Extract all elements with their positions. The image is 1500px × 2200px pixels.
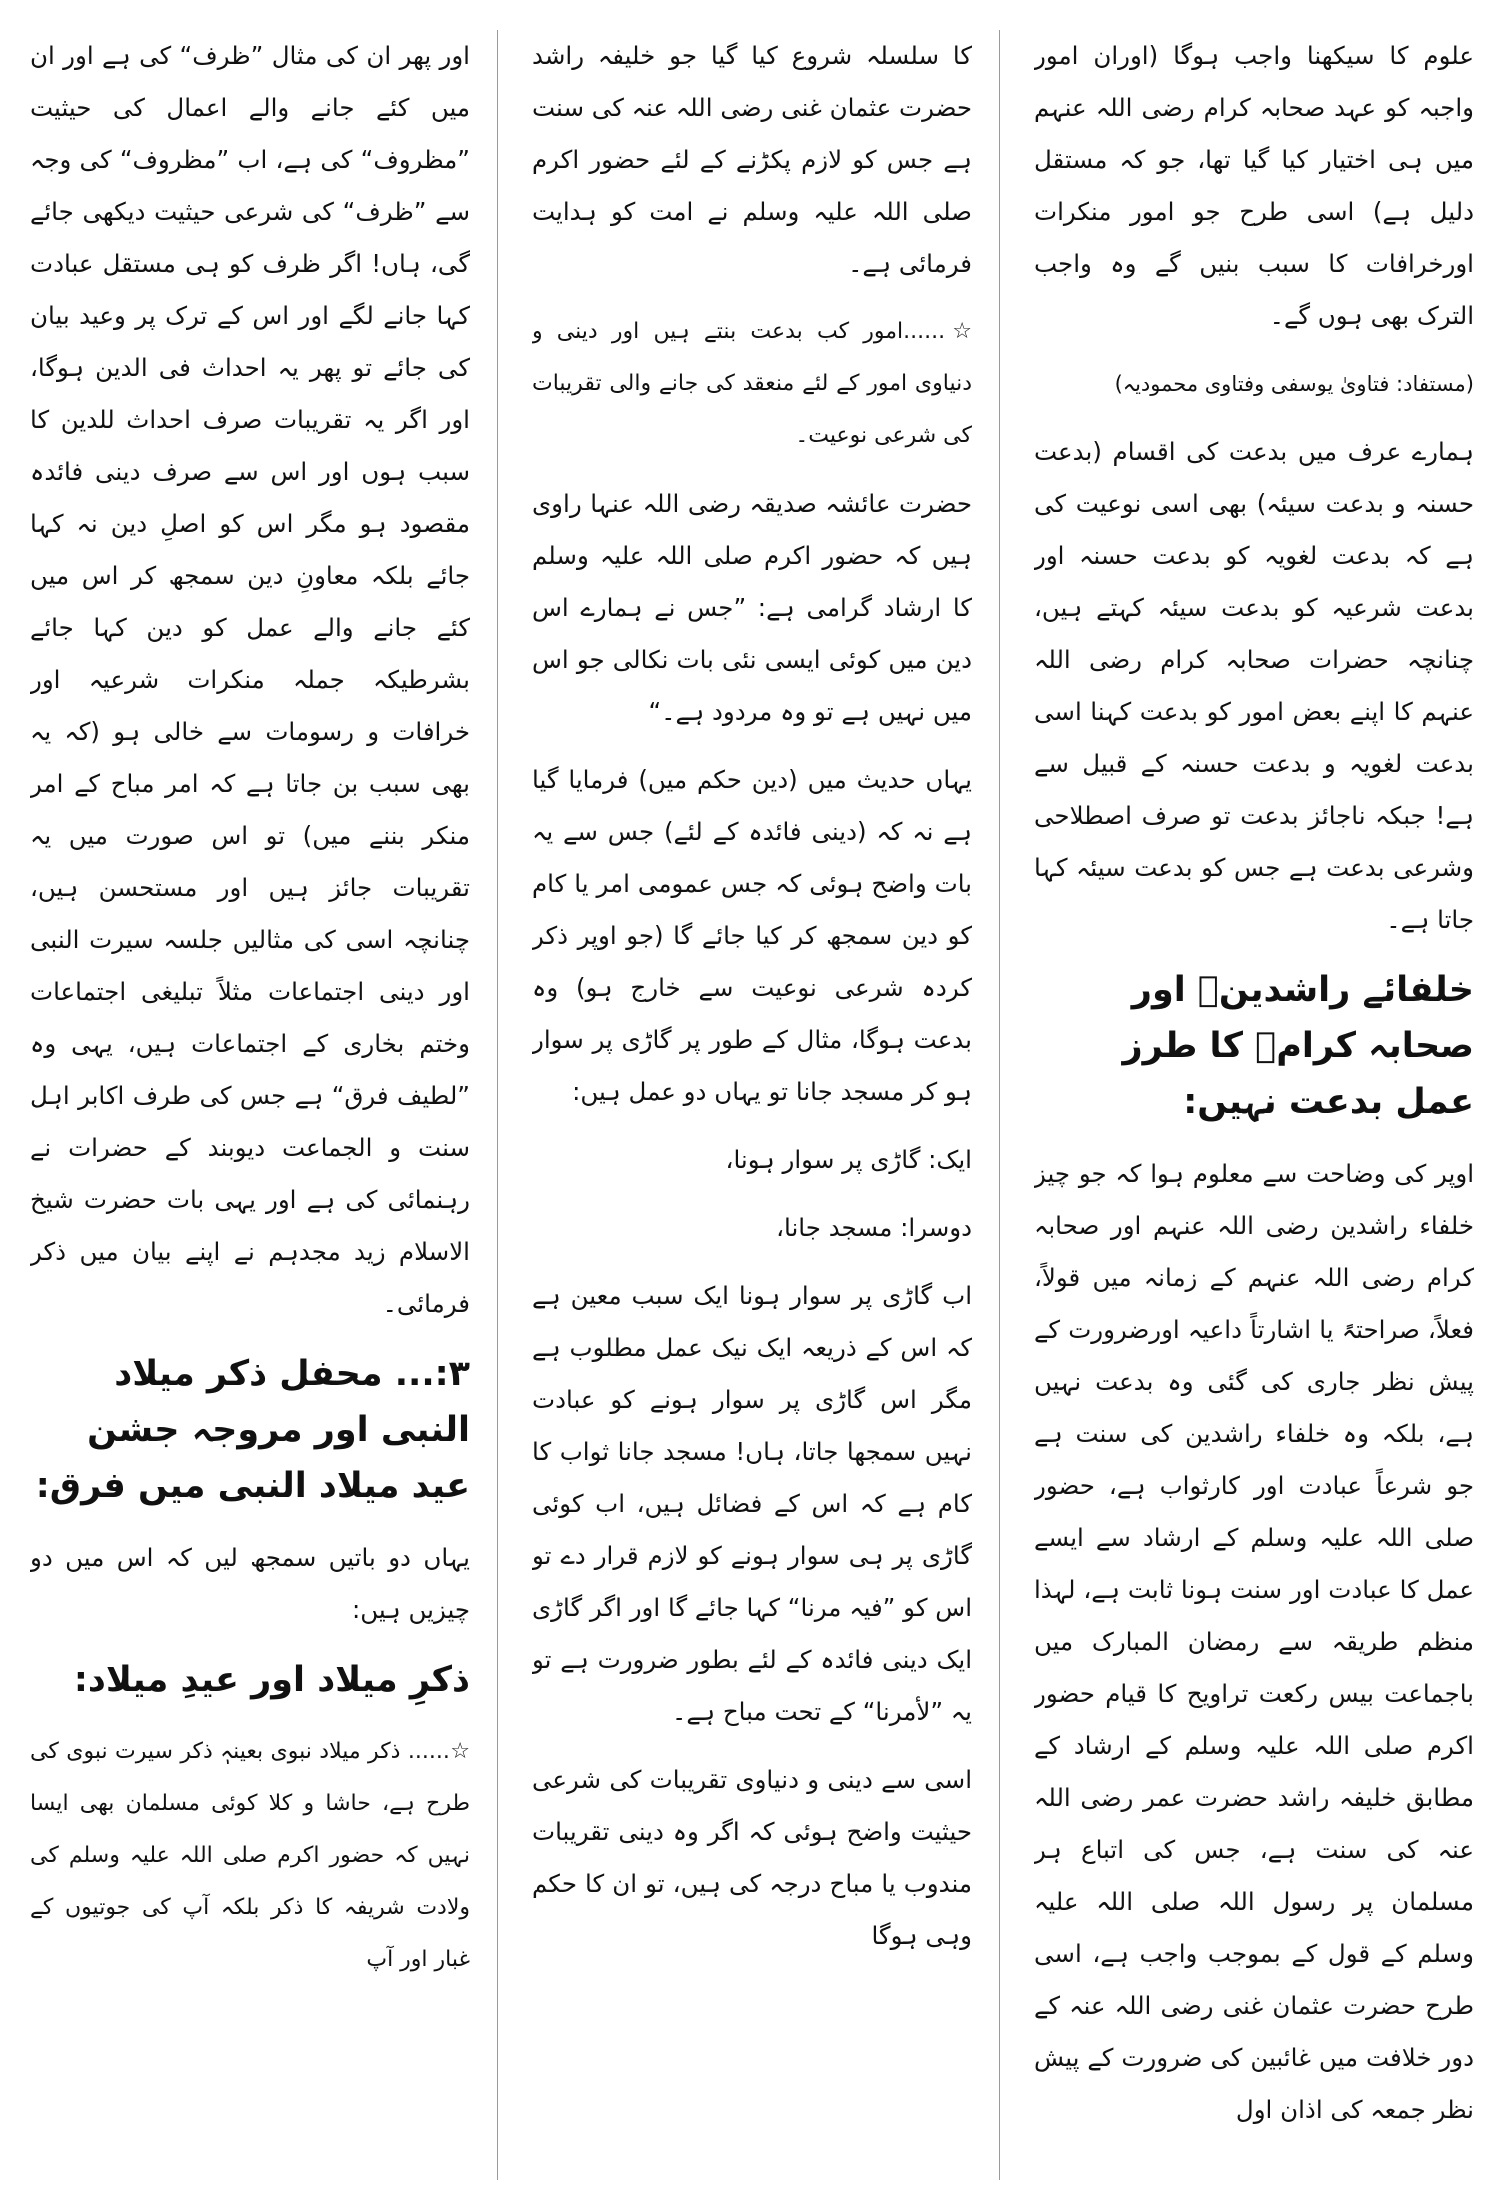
paragraph: دوسرا: مسجد جانا،: [776, 1213, 972, 1242]
text-column-left: [30, 30, 470, 2180]
sub-heading: ذکرِ میلاد اور عیدِ میلاد:: [73, 1660, 470, 1700]
paragraph: ایک: گاڑی پر سوار ہونا،: [725, 1145, 972, 1174]
paragraph: یہاں دو باتیں سمجھ لیں کہ اس میں دو چیزیں ہیں:: [30, 1543, 470, 1624]
column-divider: [999, 30, 1000, 2180]
paragraph: اسی سے دینی و دنیاوی تقریبات کی شرعی حیثیت واضح ہوئی کہ اگر وہ دینی تقریبات مندوب یا مباح درجہ کی ہیں، تو ان کا حکم وہی ہوگا: [532, 1765, 972, 1950]
paragraph: کا سلسلہ شروع کیا گیا جو خلیفہ راشد حضرت عثمان غنی رضی اللہ عنہ کی سنت ہے جس کو لازم پکڑنے کے لئے حضور اکرم صلی اللہ علیہ وسلم نے امت کو ہدایت فرمائی ہے۔: [532, 41, 972, 278]
star-bullet-point: ☆......امور کب بدعت بنتے ہیں اور دینی و دنیاوی امور کے لئے منعقد کی جانے والی تقریبات کی شرعی نوعیت۔: [532, 319, 972, 448]
star-bullet-point: ☆...... ذکر میلاد نبوی بعینہٖ ذکر سیرت نبوی کی طرح ہے، حاشا و کلا کوئی مسلمان بھی ایسا نہیں کہ حضور اکرم صلی اللہ علیہ وسلم کی ولادت شریفہ کا ذکر بلکہ آپ کی جوتیوں کے غبار اور آپ: [30, 1739, 470, 1972]
paragraph: ہمارے عرف میں بدعت کی اقسام (بدعت حسنہ و بدعت سیئہ) بھی اسی نوعیت کی ہے کہ بدعت لغویہ کو بدعت حسنہ اور بدعت شرعیہ کو بدعت سیئہ کہتے ہیں، چنانچہ حضرات صحابہ کرام رضی اللہ عنہم کا اپنے بعض امور کو بدعت کہنا اسی بدعت لغویہ و بدعت حسنہ کے قبیل سے ہے! جبکہ ناجائز بدعت تو صرف اصطلاحی وشرعی بدعت ہے جس کو بدعت سیئہ کہا جاتا ہے۔: [1034, 437, 1474, 934]
paragraph: اب گاڑی پر سوار ہونا ایک سبب معین ہے کہ اس کے ذریعہ ایک نیک عمل مطلوب ہے مگر اس گاڑی پر سوار ہونے کو عبادت نہیں سمجھا جاتا، ہاں! مسجد جانا ثواب کا کام ہے کہ اس کے فضائل ہیں، اب کوئی گاڑی پر ہی سوار ہونے کو لازم قرار دے تو اس کو ”فیہ مرنا“ کہا جائے گا اور اگر گاڑی ایک دینی فائدہ کے لئے بطور ضرورت ہے تو یہ ”لأمرنا“ کے تحت مباح ہے۔: [532, 1281, 972, 1726]
paragraph: اوپر کی وضاحت سے معلوم ہوا کہ جو چیز خلفاء راشدین رضی اللہ عنہم اور صحابہ کرام رضی اللہ عنہم کے زمانہ میں قولاً، فعلاً، صراحتہً یا اشارتاً داعیہ اورضرورت کے پیش نظر جاری کی گئی وہ بدعت نہیں ہے، بلکہ وہ خلفاء راشدین کی سنت ہے جو شرعاً عبادت اور کارثواب ہے، حضور صلی اللہ علیہ وسلم کے ارشاد سے ایسے عمل کا عبادت اور سنت ہونا ثابت ہے، لہذا منظم طریقہ سے رمضان المبارک میں باجماعت بیس رکعت تراویح کا قیام حضور اکرم صلی اللہ علیہ وسلم کے ارشاد کے مطابق خلیفہ راشد حضرت عمر رضی اللہ عنہ کی سنت ہے، جس کی اتباع ہر مسلمان پر رسول اللہ صلی اللہ علیہ وسلم کے قول کے بموجب واجب ہے، اسی طرح حضرت عثمان غنی رضی اللہ عنہ کے دور خلافت میں غائبین کی ضرورت کے پیش نظر جمعہ کی اذان اول: [1034, 1159, 1474, 2124]
column-divider: [497, 30, 498, 2180]
paragraph: علوم کا سیکھنا واجب ہوگا (اوران امور واجبہ کو عہد صحابہ کرام رضی اللہ عنہم میں ہی اختیار کیا گیا تھا، جو کہ مستقل دلیل ہے) اسی طرح جو امور منکرات اورخرافات کا سبب بنیں گے وہ واجب الترک بھی ہوں گے۔: [1034, 41, 1474, 330]
paragraph: حضرت عائشہ صدیقہ رضی اللہ عنہا راوی ہیں کہ حضور اکرم صلی اللہ علیہ وسلم کا ارشاد گرامی ہے: ”جس نے ہمارے اس دین میں کوئی ایسی نئی بات نکالی جو اس میں نہیں ہے تو وہ مردود ہے۔“: [532, 489, 972, 726]
section-heading: خلفائے راشدینؓ اور صحابہ کرامؓ کا طرز عمل بدعت نہیں:: [1122, 970, 1474, 1122]
source-note: (مستفاد: فتاویٰ یوسفی وفتاوی محمودیہ): [1114, 372, 1474, 396]
text-column-middle: [532, 30, 972, 2180]
paragraph: یہاں حدیث میں (دین حکم میں) فرمایا گیا ہے نہ کہ (دینی فائدہ کے لئے) جس سے یہ بات واضح ہوئی کہ جس عمومی امر یا کام کو دین سمجھ کر کیا جائے گا (جو اوپر ذکر کردہ شرعی نوعیت سے خارج ہو) وہ بدعت ہوگا، مثال کے طور پر گاڑی پر سوار ہو کر مسجد جانا تو یہاں دو عمل ہیں:: [532, 765, 972, 1106]
paragraph: اور پھر ان کی مثال ”ظرف“ کی ہے اور ان میں کئے جانے والے اعمال کی حیثیت ”مظروف“ کی ہے، اب ”مظروف“ کی وجہ سے ”ظرف“ کی شرعی حیثیت دیکھی جائے گی، ہاں! اگر ظرف کو ہی مستقل عبادت کہا جانے لگے اور اس کے ترک پر وعید بیان کی جائے تو پھر یہ احداث فی الدین ہوگا، اور اگر یہ تقریبات صرف احداث للدین کا سبب ہوں اور اس سے صرف دینی فائدہ مقصود ہو مگر اس کو اصلِ دین نہ کہا جائے بلکہ معاونِ دین سمجھ کر اس میں کئے جانے والے عمل کو دین کہا جائے بشرطیکہ جملہ منکرات شرعیہ اور خرافات و رسومات سے خالی ہو (کہ یہ بھی سبب بن جاتا ہے کہ امر مباح کے امر منکر بننے میں) تو اس صورت میں یہ تقریبات جائز ہیں اور مستحسن ہیں، چنانچہ اسی کی مثالیں جلسہ سیرت النبی اور دینی اجتماعات مثلاً تبلیغی اجتماعات وختم بخاری کے اجتماعات ہیں، یہی وہ ”لطیف فرق“ ہے جس کی طرف اکابر اہل سنت و الجماعت دیوبند کے حضرات نے رہنمائی کی ہے اور یہی بات حضرت شیخ الاسلام زید مجدہم نے اپنے بیان میں ذکر فرمائی۔: [30, 41, 470, 1318]
text-column-right: [1034, 30, 1474, 2180]
section-heading: ۳:... محفل ذکر میلاد النبی اور مروجہ جشن عید میلاد النبی میں فرق:: [35, 1354, 470, 1506]
